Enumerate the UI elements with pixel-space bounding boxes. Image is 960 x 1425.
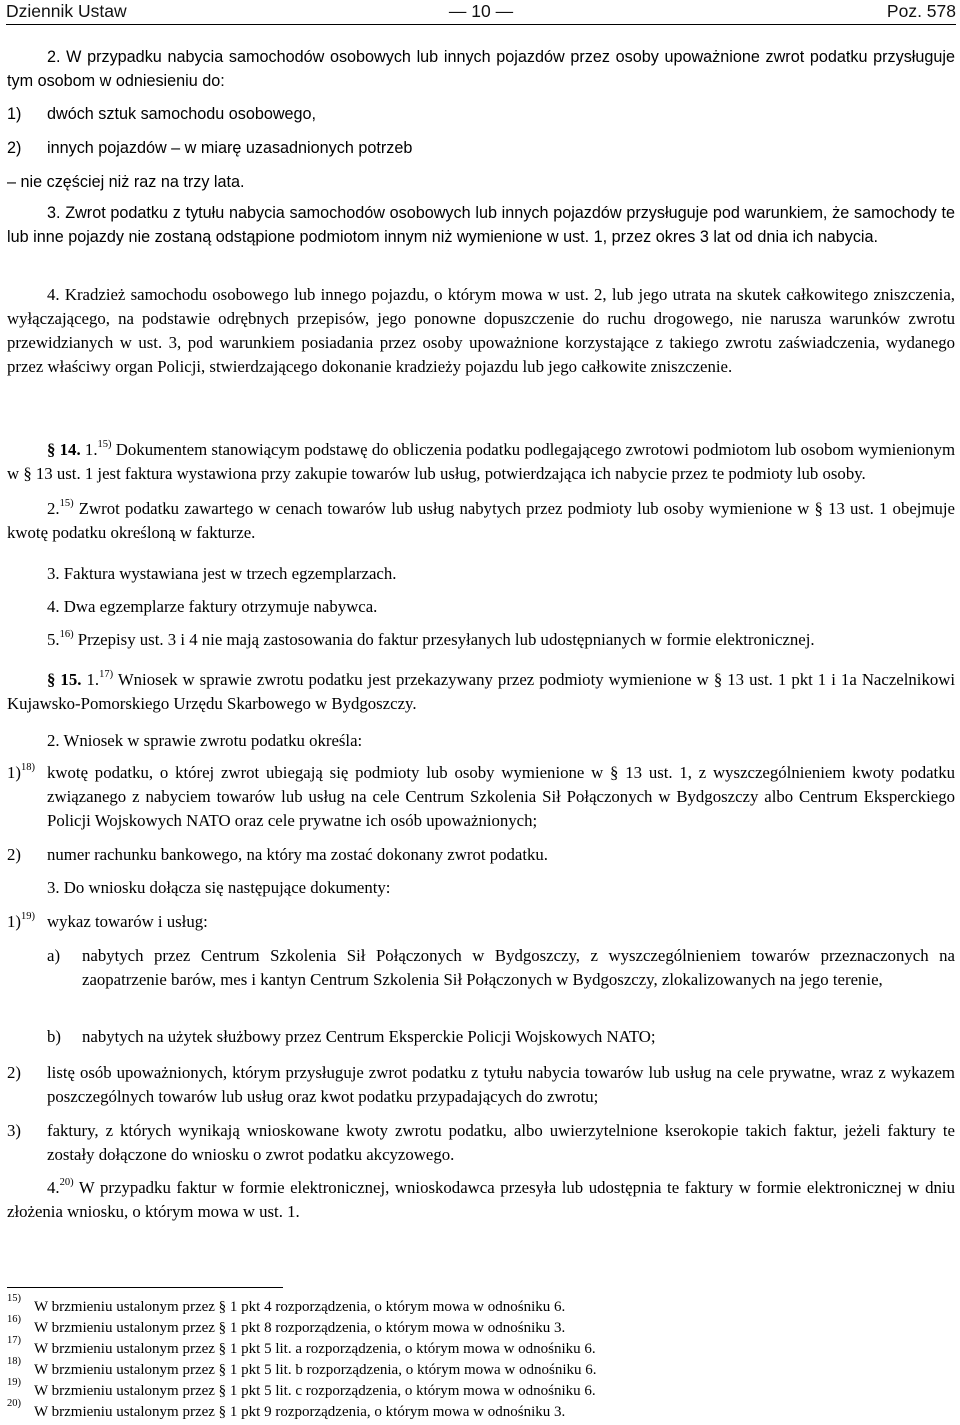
footnote-number: 17) [7,1335,21,1346]
section-15-paragraph-1 [7,668,955,716]
letter-label: b) [47,1027,61,1046]
section-15-paragraph-3: 3. Do wniosku dołącza się następujące dokumenty: [47,878,391,897]
section-15-paragraph-4 [7,1176,955,1224]
section-15-paragraph-2: 2. Wniosek w sprawie zwrotu podatku określa: [47,731,363,750]
footnote [7,1356,955,1382]
footnote [7,1314,955,1340]
paragraph-number: 1. [86,670,100,689]
item-number: 2) [7,139,22,157]
item-number: 3) [7,1121,21,1140]
item-text: faktury, z których wynikają wnioskowane kwoty zwrotu podatku, albo uwierzytelnione kserokopie takich faktur, jeżeli faktury te zostały dołączone do wniosku o zwrot podatku akcyzowego. [47,1121,955,1164]
item-text: wykaz towarów i usług: [47,912,208,931]
section-number: § 14. [47,440,81,459]
footnote-text: W brzmieniu ustalonym przez § 1 pkt 9 rozporządzenia, o którym mowa w odnośniku 3. [34,1404,566,1420]
item-text: innych pojazdów – w miarę uzasadnionych potrzeb [47,139,413,157]
section-number: § 15. [47,670,82,689]
list-item [7,1119,955,1167]
footnote-text: W brzmieniu ustalonym przez § 1 pkt 5 lit. c rozporządzenia, o którym mowa w odnośniku 6. [34,1383,596,1399]
letter-label: a) [47,946,61,965]
list-item [7,761,955,833]
footnote-number: 18) [7,1356,21,1367]
list-item [7,102,955,126]
item-number: 2) [7,845,21,864]
footnote [7,1377,955,1403]
paragraph-text: Zwrot podatku zawartego w cenach towarów lub usług nabytych przez podmioty lub osoby wymienione w § 13 ust. 1 obejmuje kwotę podatku określoną w fakturze. [7,499,955,542]
footnote-text: W brzmieniu ustalonym przez § 1 pkt 5 lit. a rozporządzenia, o którym mowa w odnośniku 6. [34,1341,596,1357]
list-item [7,136,955,160]
paragraph-number: 4. [47,1178,60,1197]
item-number: 1) [7,105,22,123]
footnote-number: 15) [7,1293,21,1304]
page-header [6,0,956,24]
footnote-text: W brzmieniu ustalonym przez § 1 pkt 8 rozporządzenia, o którym mowa w odnośniku 3. [34,1320,566,1336]
footnote-separator [7,1287,283,1288]
paragraph-3: 3. Zwrot podatku z tytułu nabycia samochodów osobowych lub innych pojazdów przysługuje pod warunkiem, że samochody te lub inne pojazdy nie zostaną odstąpione podmiotom innym niż wymienione w ust. 1, przez okres 3 lat od dnia ich nabycia. [7,204,955,246]
paragraph-text: Wniosek w sprawie zwrotu podatku jest przekazywany przez podmioty wymienione w § 13 ust. 1 pkt 1 i 1a Naczelnikowi Kujawsko-Pomorskiego Urzędu Skarbowego w Bydgoszczy. [7,670,956,713]
footnote-text: W brzmieniu ustalonym przez § 1 pkt 4 rozporządzenia, o którym mowa w odnośniku 6. [34,1299,566,1315]
paragraph-4: 4. Kradzież samochodu osobowego lub innego pojazdu, o którym mowa w ust. 2, lub jego utrata na skutek całkowitego zniszczenia, wyłączającego, na podstawie odrębnych przepisów, jego ponowne dopuszczenie do ruchu drogowego, nie narusza warunków zwrotu przewidzianych w ust. 3, pod warunkiem posiadania przez osoby upoważnione korzystające z takiego zwrotu zaświadczenia, wydanego przez właściwy organ Policji, stwierdzającego dokonanie kradzieży pojazdu lub jego całkowite zniszczenie. [7,285,955,376]
footnote-ref: 17) [99,669,114,681]
footnote-ref: 15) [97,439,112,451]
letter-item [7,944,955,992]
item-text: listę osób upoważnionych, którym przysługuje zwrot podatku z tytułu nabycia towarów lub usług na cele prywatne, wraz z wykazem poszczególnych towarów lub usług oraz kwot podatku przypadających do zwrotu; [47,1063,955,1106]
section-14-paragraph-3: 3. Faktura wystawiana jest w trzech egzemplarzach. [47,564,397,583]
paragraph-number: 5. [47,630,60,649]
letter-text: nabytych przez Centrum Szkolenia Sił Połączonych w Bydgoszczy, z wyszczególnieniem towarów przeznaczonych na zaopatrzenie barów, mes i kantyn Centrum Szkolenia Sił Połączonych w Bydgoszczy, zlokalizowanych na jego terenie, [82,946,955,989]
section-14-paragraph-4: 4. Dwa egzemplarze faktury otrzymuje nabywca. [47,597,378,616]
list-item [7,843,955,867]
letter-item [7,1025,955,1049]
letter-text: nabytych na użytek służbowy przez Centrum Eksperckie Policji Wojskowych NATO; [82,1027,656,1046]
paragraph-2-tail: – nie częściej niż raz na trzy lata. [7,173,245,191]
section-14-paragraph-1 [7,438,955,486]
paragraph-2-intro: 2. W przypadku nabycia samochodów osobowych lub innych pojazdów przez osoby upoważnione zwrot podatku przysługuje tym osobom w odniesieniu do: [7,48,955,90]
item-text: numer rachunku bankowego, na który ma zostać dokonany zwrot podatku. [47,845,548,864]
item-number: 2) [7,1063,21,1082]
list-item [7,910,955,934]
footnote-number: 20) [7,1398,21,1409]
section-14-paragraph-2 [7,497,955,545]
footnote [7,1335,955,1361]
footnote [7,1293,955,1319]
paragraph-number: 1. [84,440,98,459]
footnote [7,1398,955,1424]
paragraph-text: W przypadku faktur w formie elektronicznej, wnioskodawca przesyła lub udostępnia te faktury w formie elektronicznej w dniu złożenia wniosku, o którym mowa w ust. 1. [7,1178,955,1221]
footnote-ref: 16) [59,629,74,641]
page-number: — 10 — [448,1,514,21]
item-text: kwotę podatku, o której zwrot ubiegają się podmioty lub osoby wymienione w § 13 ust. 1, z wyszczególnieniem kwoty podatku związanego z nabyciem towarów lub usług na cele Centrum Szkolenia Sił Połączonych w Bydgoszczy albo Centrum Eksperckiego Policji Wojskowych NATO oraz cele prywatne ich osób upoważnionych; [47,763,955,830]
footnote-ref: 15) [59,498,74,510]
paragraph-number: 2. [47,499,60,518]
footnote-number: 19) [7,1377,21,1388]
footnote-ref: 20) [59,1177,74,1189]
item-text: dwóch sztuk samochodu osobowego, [47,105,317,123]
paragraph-text: Przepisy ust. 3 i 4 nie mają zastosowania do faktur przesyłanych lub udostępnianych w formie elektronicznej. [77,630,815,649]
position-number: Poz. 578 [886,1,956,21]
list-item [7,1061,955,1109]
section-14-paragraph-5 [7,628,955,652]
footnote-text: W brzmieniu ustalonym przez § 1 pkt 5 lit. b rozporządzenia, o którym mowa w odnośniku 6. [34,1362,597,1378]
item-number: 1)$^{18)}$ [7,762,35,782]
item-number: 1)$^{19)}$ [7,911,35,931]
footnote-number: 16) [7,1314,21,1325]
journal-title: Dziennik Ustaw [6,1,127,21]
paragraph-text: Dokumentem stanowiącym podstawę do obliczenia podatku podlegającego zwrotowi podmiotom lub osobom wymienionym w § 13 ust. 1 jest faktura wystawiona przy zakupie towarów lub usług, potwierdzająca ich nabycie przez te podmioty lub osoby. [7,440,956,483]
header-rule [6,24,956,25]
